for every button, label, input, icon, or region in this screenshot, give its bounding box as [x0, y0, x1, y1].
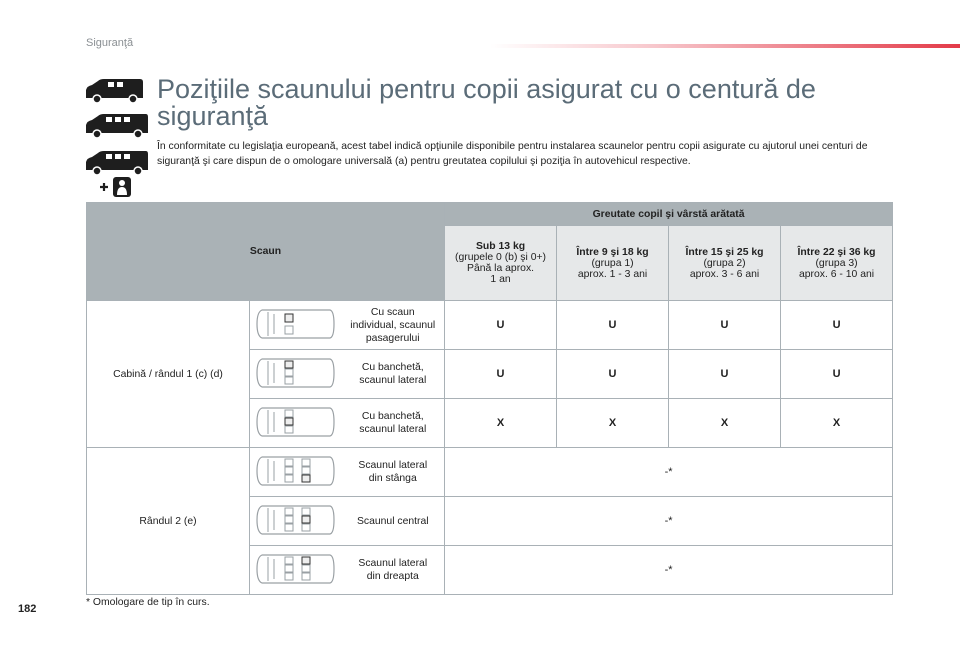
page-number: 182	[18, 603, 37, 615]
van-long-icon	[84, 148, 150, 176]
seat-line: Scaunul lateral	[358, 558, 428, 569]
weight-label: Între 22 şi 36 kg	[797, 246, 876, 258]
header-accent-bar	[490, 44, 960, 48]
compat-value: X	[445, 399, 557, 448]
van-short-icon	[84, 76, 146, 104]
compat-value: U	[781, 350, 893, 399]
seat-line: scaunul lateral	[359, 375, 427, 386]
seat-header: Scaun	[87, 203, 445, 301]
compat-value: U	[669, 350, 781, 399]
van-topview-icon	[250, 497, 342, 546]
van-topview-icon	[250, 350, 342, 399]
weight-group: (grupele 0 (b) şi 0+)	[455, 252, 547, 263]
position-group-cabin: Cabină / rândul 1 (c) (d)	[87, 301, 250, 448]
compat-value: U	[669, 301, 781, 350]
weight-column-header	[445, 226, 557, 301]
weight-label: Sub 13 kg	[475, 241, 526, 252]
seat-description	[342, 399, 445, 448]
page-title: Poziţiile scaunului pentru copii asigurat cu o centură de siguranţă	[157, 74, 816, 131]
compat-value: X	[557, 399, 669, 448]
weight-age: Până la aprox.	[467, 263, 535, 274]
compat-value: U	[557, 301, 669, 350]
seat-line: din stânga	[368, 473, 417, 484]
compat-value: X	[781, 399, 893, 448]
weight-group: (grupa 3)	[815, 257, 858, 269]
seat-description	[342, 350, 445, 399]
seat-line: Cu scaun	[370, 306, 415, 318]
seat-line: individual, scaunul	[350, 319, 436, 331]
seat-description	[342, 546, 445, 595]
weight-group: (grupa 1)	[591, 257, 634, 269]
weight-age: aprox. 1 - 3 ani	[577, 268, 648, 280]
compat-value: -*	[445, 497, 893, 546]
seat-description	[342, 448, 445, 497]
position-group-row2: Rândul 2 (e)	[87, 448, 250, 595]
compat-value: U	[557, 350, 669, 399]
intro-paragraph: În conformitate cu legislaţia europeană, acest tabel indică opţiunile disponibile pentru instalarea scaunelor pentru copii asigurate cu ajutorul unei centuri de siguranţă şi care dispun de o omologare universală (a) pentru greutatea copilului şi poziţia în autovehicul respective.	[157, 141, 868, 167]
weight-column-header	[781, 226, 893, 301]
table-row	[87, 301, 893, 350]
weight-column-header	[669, 226, 781, 301]
table-row	[87, 448, 893, 497]
seat-line: scaunul lateral	[359, 424, 427, 435]
seat-description	[342, 497, 445, 546]
compat-value: U	[445, 350, 557, 399]
van-topview-icon	[250, 448, 342, 497]
compat-value: U	[781, 301, 893, 350]
weight-label: Între 15 şi 25 kg	[685, 246, 764, 258]
group-header: Greutate copil şi vârstă arătată	[445, 203, 893, 226]
seat-description	[342, 301, 445, 350]
weight-column-header	[557, 226, 669, 301]
seat-line: Scaunul lateral	[358, 460, 428, 471]
weight-label: Între 9 şi 18 kg	[576, 246, 649, 258]
weight-group: (grupa 2)	[703, 257, 746, 269]
child-seat-plus-icon	[98, 176, 134, 198]
van-topview-icon	[250, 301, 342, 350]
compat-value: -*	[445, 546, 893, 595]
weight-age: aprox. 6 - 10 ani	[798, 268, 875, 280]
weight-age: aprox. 3 - 6 ani	[689, 268, 760, 280]
van-medium-icon	[84, 111, 150, 139]
compat-value: -*	[445, 448, 893, 497]
weight-age-extra: 1 an	[490, 274, 511, 285]
section-label: Siguranţă	[86, 37, 134, 49]
seat-line: din dreapta	[366, 571, 419, 582]
seat-line: Cu banchetă,	[361, 362, 424, 373]
seat-line: pasagerului	[365, 332, 420, 344]
child-seat-table	[86, 202, 893, 595]
seat-line: Scaunul central	[356, 515, 429, 527]
compat-value: U	[445, 301, 557, 350]
van-topview-icon	[250, 399, 342, 448]
compat-value: X	[669, 399, 781, 448]
seat-line: Cu banchetă,	[361, 411, 424, 422]
van-topview-icon	[250, 546, 342, 595]
footnote: * Omologare de tip în curs.	[86, 597, 210, 608]
